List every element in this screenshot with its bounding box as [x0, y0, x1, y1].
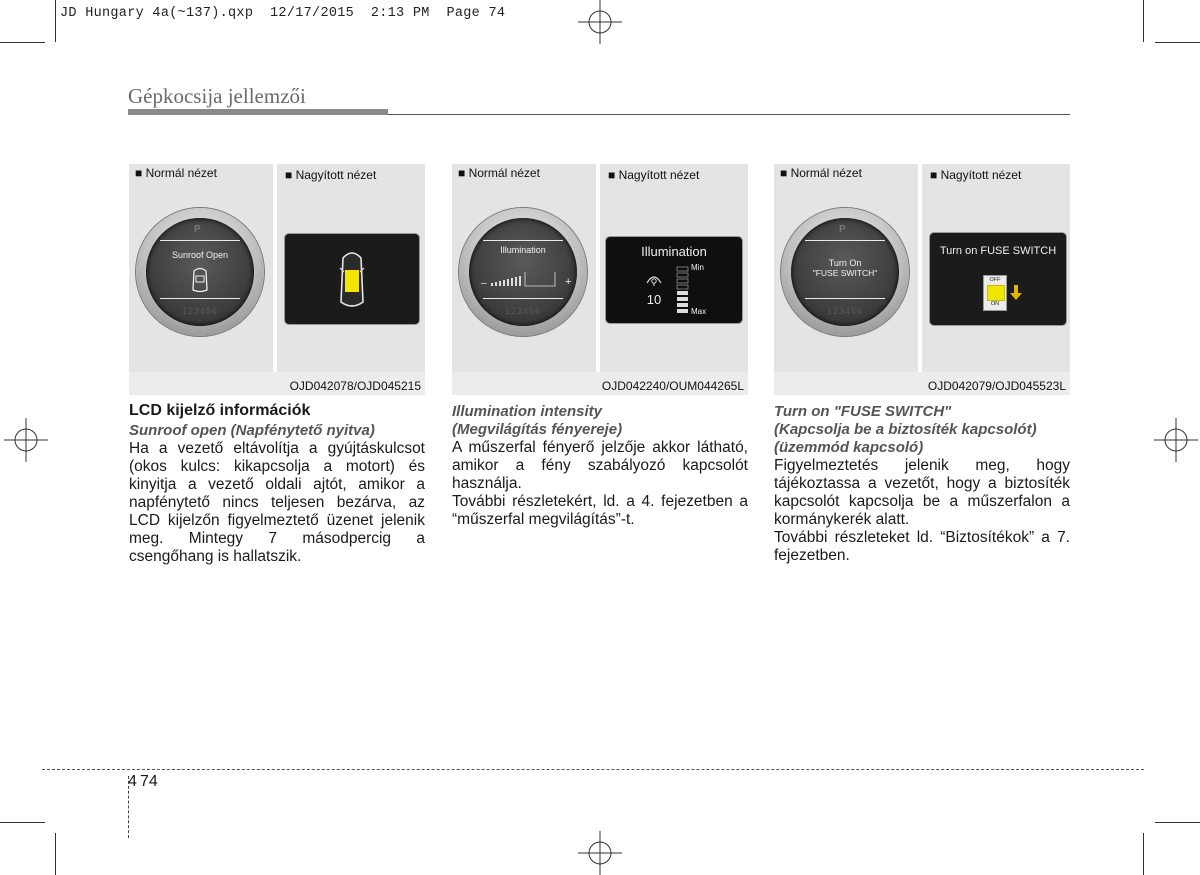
subheading-illumination-1: Illumination intensity: [452, 403, 603, 420]
illumination-level: 10: [646, 292, 662, 307]
figure-code: OJD042078/OJD045215: [289, 379, 421, 393]
normal-view: [452, 164, 596, 372]
gauge: P Turn On "FUSE SWITCH" 123456: [781, 208, 909, 336]
figure-fuse-switch: [774, 164, 1070, 395]
chapter-number: 4: [128, 773, 137, 790]
figure-code: OJD042079/OJD045523L: [927, 379, 1066, 393]
page-number-divider: [128, 776, 129, 838]
illumination-icon: [644, 271, 664, 287]
arrow-down-icon: [1010, 285, 1022, 301]
switch-on-label: ON: [990, 301, 1000, 307]
fuse-switch: [983, 275, 1007, 311]
enlarged-view: [922, 164, 1070, 372]
enlarged-screen: [285, 234, 419, 324]
brightness-bar-icon: [491, 270, 563, 290]
body-sunroof: Ha a vezető eltávolítja a gyújtáskulcsot (okos kulcs: kikapcsolja a motort) és kinyitja a vezető oldali ajtót, amikor a napfénytető nincs teljesen bezárva, az LCD kijelzőn figyelmeztető üzenet jelenik meg. Mintegy 7 másodpercig a csengőhang is hallatszik.: [129, 440, 425, 565]
registration-mark-bottom-icon: [578, 831, 622, 875]
gauge-message: Illumination: [500, 245, 546, 255]
page-number: 74: [140, 773, 158, 790]
car-top-view-icon: [188, 266, 212, 294]
normal-view: [774, 164, 918, 372]
level-scale-icon: [676, 266, 690, 316]
text-column-2: [452, 403, 748, 529]
title-rule: [388, 114, 1070, 115]
switch-knob: [987, 285, 1005, 301]
gauge: P Sunroof Open 123456: [136, 208, 264, 336]
body-illumination-1: A műszerfal fényerő jelzője akkor látható, amikor a fény szabályozó kapcsolót használja.: [452, 439, 748, 492]
print-header: JD Hungary 4a(~137).qxp 12/17/2015 2:13 PM Page 74: [60, 6, 506, 21]
switch-off-label: OFF: [989, 277, 1001, 283]
subheading-fuse-1: Turn on "FUSE SWITCH": [774, 403, 952, 420]
subheading-fuse-2: (Kapcsolja be a biztosíték kapcsolót): [774, 421, 1037, 438]
registration-mark-top-icon: [578, 0, 622, 44]
enlarged-view-label: ■ Nagyított nézet: [930, 168, 1022, 182]
gauge-message: Sunroof Open: [171, 250, 229, 260]
gauge-plus: +: [565, 276, 572, 288]
figure-code: OJD042240/OUM044265L: [601, 379, 744, 393]
figure-illumination: [452, 164, 748, 395]
enlarged-view: [600, 164, 748, 372]
body-fuse-2: További részleteket ld. “Biztosítékok” a 7. fejezetben.: [774, 529, 1070, 564]
enlarged-view-label: ■ Nagyított nézet: [285, 168, 377, 182]
text-column-3: [774, 403, 1070, 565]
text-column-1: [129, 402, 425, 566]
gauge-message-line1: Turn On: [828, 258, 862, 268]
normal-view: [129, 164, 273, 372]
body-fuse-1: Figyelmeztetés jelenik meg, hogy tájékoztassa a vezetőt, hogy a biztosíték kapcsolót kapcsolja be a műszerfalon a kormánykerék alatt.: [774, 457, 1070, 528]
title-bar: [128, 109, 388, 115]
heading-lcd-info: LCD kijelző információk: [129, 402, 311, 419]
figure-sunroof: [129, 164, 425, 395]
normal-view-label: ■ Normál nézet: [780, 166, 862, 180]
enlarged-screen: [930, 233, 1066, 325]
gauge-minus: –: [481, 278, 487, 289]
subheading-sunroof: Sunroof open (Napfénytető nyitva): [129, 422, 375, 439]
scale-max: Max: [691, 307, 707, 316]
enlarged-screen: [606, 237, 742, 323]
screen-title: Illumination: [641, 244, 707, 259]
normal-view-label: ■ Normál nézet: [458, 166, 540, 180]
section-title: Gépkocsija jellemzői: [128, 84, 306, 108]
registration-mark-right-icon: [1154, 418, 1198, 462]
gauge-message-line2: "FUSE SWITCH": [812, 268, 878, 278]
subheading-fuse-3: (üzemmód kapcsoló): [774, 439, 924, 456]
enlarged-view-label: ■ Nagyított nézet: [608, 168, 700, 182]
registration-mark-left-icon: [4, 418, 48, 462]
footer-rule: [42, 769, 1144, 770]
scale-min: Min: [691, 263, 704, 272]
gauge: Illumination – + 123456: [459, 208, 587, 336]
car-sunroof-open-icon: [337, 248, 367, 310]
subheading-illumination-2: (Megvilágítás fényereje): [452, 421, 623, 438]
enlarged-view: [277, 164, 425, 372]
body-illumination-2: További részletekért, ld. a 4. fejezetben a “műszerfal megvilágítás”-t.: [452, 493, 748, 528]
normal-view-label: ■ Normál nézet: [135, 166, 217, 180]
screen-title: Turn on FUSE SWITCH: [939, 245, 1057, 257]
